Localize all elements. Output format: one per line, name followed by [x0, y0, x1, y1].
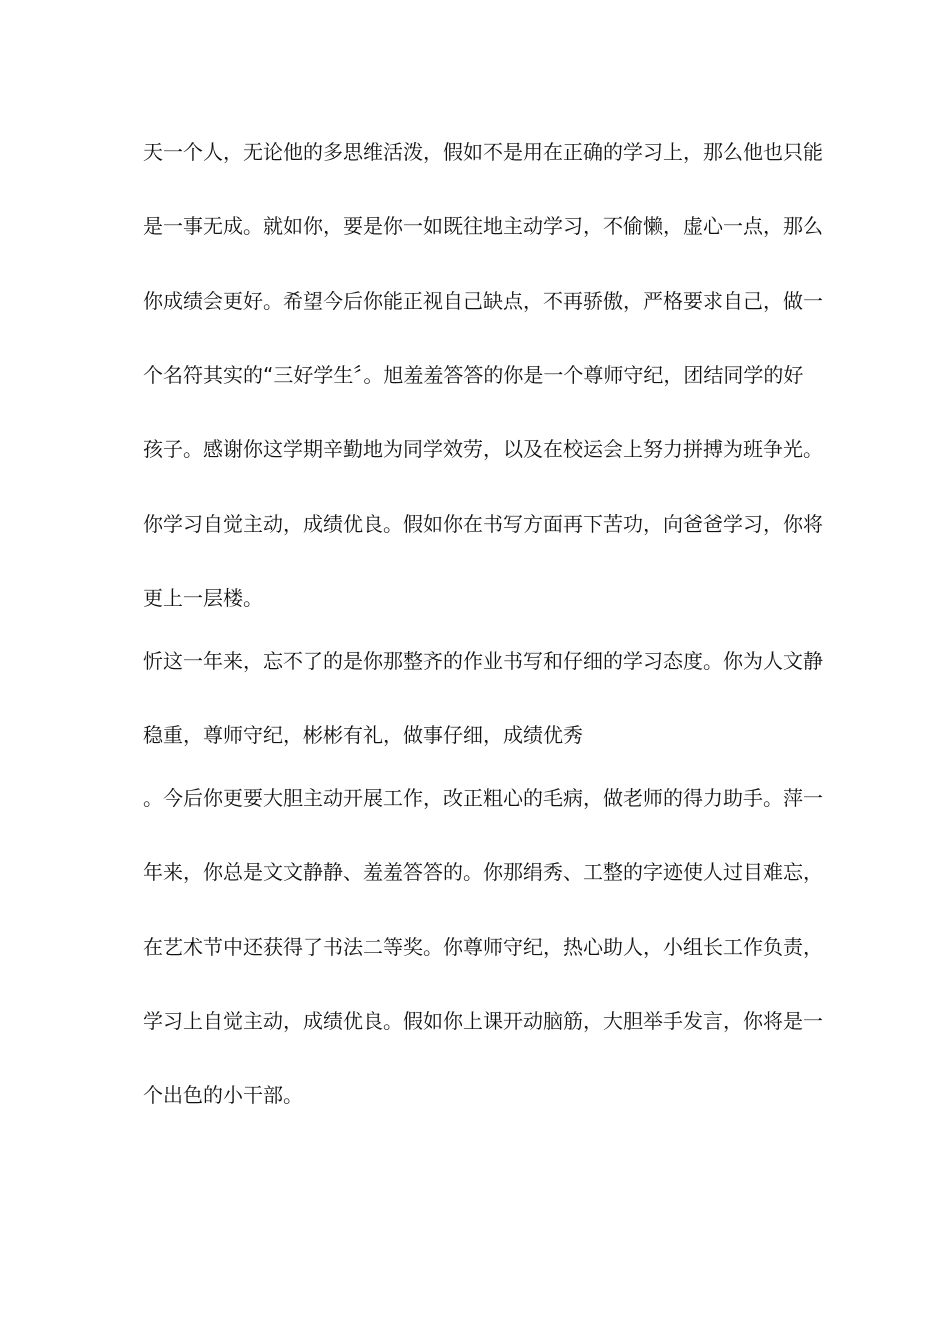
text-line: 。今后你更要大胆主动开展工作，改正粗心的毛病，做老师的得力助手。萍一	[143, 786, 823, 810]
text-line: 更上一层楼。	[143, 586, 263, 610]
text-line: 稳重，尊师守纪，彬彬有礼，做事仔细，成绩优秀	[143, 723, 583, 747]
text-line: 年来，你总是文文静静、羞羞答答的。你那绢秀、工整的字迹使人过目难忘，	[143, 860, 823, 884]
text-line: 个名符其实的“三好学生〞。旭羞羞答答的你是一个尊师守纪，团结同学的好	[143, 363, 804, 387]
text-line: 天一个人，无论他的多思维活泼，假如不是用在正确的学习上，那么他也只能	[143, 140, 823, 164]
text-line: 是一事无成。就如你，要是你一如既往地主动学习，不偷懒，虚心一点，那么	[143, 214, 823, 238]
text-line: 忻这一年来，忘不了的是你那整齐的作业书写和仔细的学习态度。你为人文静	[143, 649, 823, 673]
text-line: 你成绩会更好。希望今后你能正视自己缺点，不再骄傲，严格要求自己，做一	[143, 289, 823, 313]
text-line: 学习上自觉主动，成绩优良。假如你上课开动脑筋，大胆举手发言，你将是一	[143, 1009, 823, 1033]
text-line: 你学习自觉主动，成绩优良。假如你在书写方面再下苦功，向爸爸学习，你将	[143, 512, 823, 536]
text-line: 孩子。感谢你这学期辛勤地为同学效劳，以及在校运会上努力拼搏为班争光。	[143, 437, 823, 461]
text-line: 个出色的小干部。	[143, 1083, 303, 1107]
text-line: 在艺术节中还获得了书法二等奖。你尊师守纪，热心助人，小组长工作负责，	[143, 935, 823, 959]
